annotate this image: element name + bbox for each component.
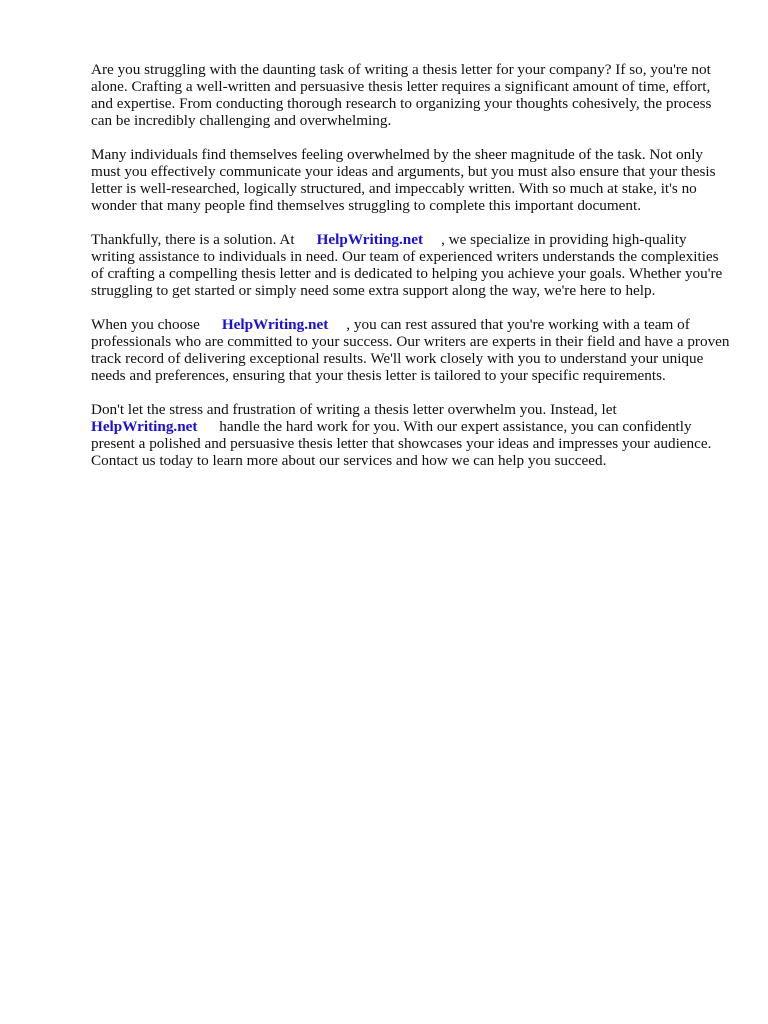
paragraph-closing-text-end: handle the hard work for you. With our expert assistance, you can confidently present a polished and persuasive thesis letter that showcases your ideas and impresses your audience. Contact us today to learn more about our services and how we can help you succeed. (91, 418, 712, 469)
paragraph-solution (91, 231, 731, 299)
paragraph-choose-text-end: , you can rest assured that you're working with a team of professionals who are committed to your success. Our writers are experts in their field and have a proven track record of delivering exceptional results. We'll work closely with you to understand your unique needs and preferences, ensuring that your thesis letter is tailored to your specific requirements. (91, 316, 730, 384)
helpwriting-link[interactable]: HelpWriting.net (91, 418, 198, 435)
paragraph-solution-text-end: , we specialize in providing high-quality writing assistance to individuals in need. Our team of experienced writers understands the complexities of crafting a compelling thesis letter and is dedicated to helping you achieve your goals. Whether you're struggling to get started or simply need some extra support along the way, we're here to help. (91, 231, 723, 299)
paragraph-intro: Are you struggling with the daunting task of writing a thesis letter for your company? If so, you're not alone. Crafting a well-written and persuasive thesis letter requires a significant amount of time, effort, and expertise. From conducting thorough research to organizing your thoughts cohesively, the process can be incredibly challenging and overwhelming. (91, 61, 712, 129)
document-body (91, 61, 731, 486)
helpwriting-link[interactable]: HelpWriting.net (221, 316, 329, 333)
paragraph-closing-text-start: Don't let the stress and frustration of writing a thesis letter overwhelm you. Instead, let (91, 401, 617, 418)
paragraph-overwhelmed: Many individuals find themselves feeling overwhelmed by the sheer magnitude of the task. Not only must you effectively communicate your ideas and arguments, but you must also ensure that your thesis letter is well-researched, logically structured, and impeccably written. With so much at stake, it's no wonder that many people find themselves struggling to complete this important document. (91, 146, 716, 214)
paragraph-closing (91, 401, 731, 469)
paragraph-choose-text-start: When you choose (91, 316, 200, 333)
helpwriting-link[interactable]: HelpWriting.net (316, 231, 424, 248)
paragraph-choose (91, 316, 731, 384)
paragraph-solution-text-start: Thankfully, there is a solution. At (91, 231, 295, 248)
